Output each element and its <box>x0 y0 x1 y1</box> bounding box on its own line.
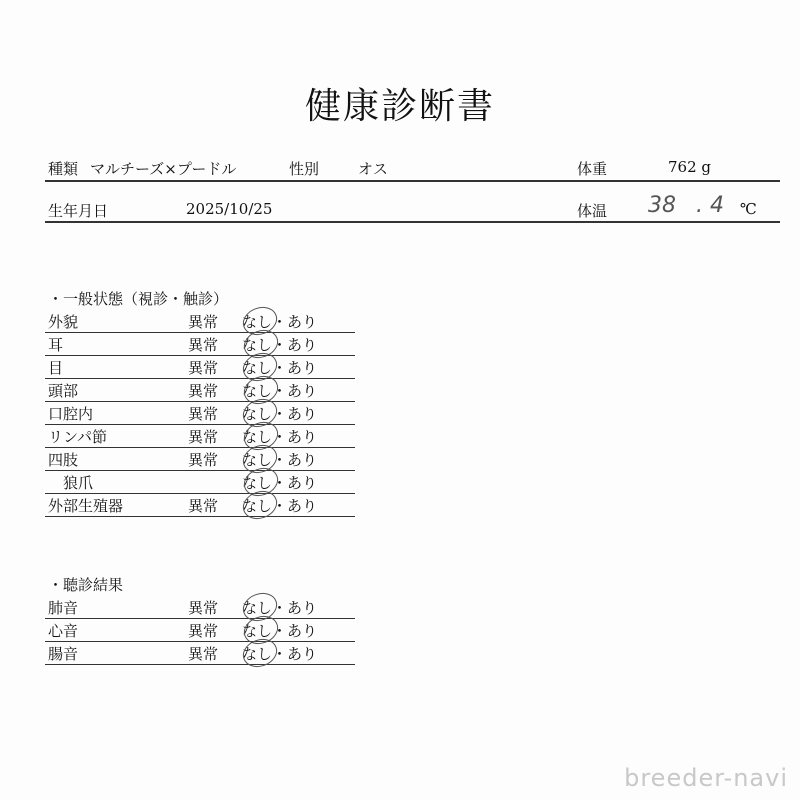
presence-options: なし・あり <box>242 474 318 492</box>
checklist-row <box>45 378 355 402</box>
row-label: 心音 <box>48 622 79 640</box>
row-label: リンパ節 <box>48 428 107 446</box>
presence-options: なし・あり <box>242 405 318 423</box>
temp-label: 体温 <box>577 202 608 220</box>
abnormal-label: 異常 <box>188 336 219 354</box>
abnormal-label: 異常 <box>188 382 219 400</box>
abnormal-label: 異常 <box>188 599 219 617</box>
abnormal-label: 異常 <box>188 497 219 515</box>
presence-options: なし・あり <box>242 428 318 446</box>
checklist-row <box>45 309 355 333</box>
checklist-row <box>45 447 355 471</box>
row-label: 外部生殖器 <box>48 497 124 515</box>
presence-options: なし・あり <box>242 645 318 663</box>
checklist-row <box>45 618 355 642</box>
presence-options: なし・あり <box>242 359 318 377</box>
divider <box>45 180 780 182</box>
breed-value: マルチーズ×プードル <box>90 160 237 178</box>
checklist-row <box>45 595 355 619</box>
dob-label: 生年月日 <box>48 202 109 220</box>
checklist-row <box>45 332 355 356</box>
row-label: 肺音 <box>48 599 79 617</box>
row-label: 狼爪 <box>48 474 94 492</box>
presence-options: なし・あり <box>242 313 318 331</box>
presence-options: なし・あり <box>242 599 318 617</box>
checklist-row <box>45 493 355 517</box>
presence-options: なし・あり <box>242 451 318 469</box>
checklist-row <box>45 641 355 665</box>
abnormal-label: 異常 <box>188 622 219 640</box>
presence-options: なし・あり <box>242 336 318 354</box>
abnormal-label: 異常 <box>188 428 219 446</box>
temp-integer: 38 <box>648 193 676 218</box>
auscultation-heading: ・聴診結果 <box>48 576 124 594</box>
temp-unit: ℃ <box>740 200 757 218</box>
abnormal-label: 異常 <box>188 451 219 469</box>
divider <box>45 221 780 223</box>
presence-options: なし・あり <box>242 382 318 400</box>
row-label: 腸音 <box>48 645 79 663</box>
abnormal-label: 異常 <box>188 313 219 331</box>
general-heading: ・一般状態（視診・触診） <box>48 290 229 308</box>
row-label: 目 <box>48 359 64 377</box>
row-label: 頭部 <box>48 382 79 400</box>
temp-decimal: . 4 <box>696 193 724 218</box>
abnormal-label: 異常 <box>188 405 219 423</box>
checklist-row <box>45 424 355 448</box>
checklist-row <box>45 470 355 494</box>
row-label: 耳 <box>48 336 64 354</box>
abnormal-label: 異常 <box>188 359 219 377</box>
row-label: 四肢 <box>48 451 79 469</box>
breed-label: 種類 <box>48 160 79 178</box>
checklist-row <box>45 355 355 379</box>
checklist-row <box>45 401 355 425</box>
sex-label: 性別 <box>289 160 320 178</box>
weight-label: 体重 <box>577 160 608 178</box>
abnormal-label: 異常 <box>188 645 219 663</box>
weight-value: 762 g <box>668 158 712 176</box>
dob-value: 2025/10/25 <box>186 200 273 218</box>
row-label: 口腔内 <box>48 405 94 423</box>
presence-options: なし・あり <box>242 622 318 640</box>
watermark: breeder-navi <box>624 764 788 792</box>
presence-options: なし・あり <box>242 497 318 515</box>
sex-value: オス <box>358 160 388 178</box>
document-title: 健康診断書 <box>304 86 495 127</box>
row-label: 外貌 <box>48 313 79 331</box>
